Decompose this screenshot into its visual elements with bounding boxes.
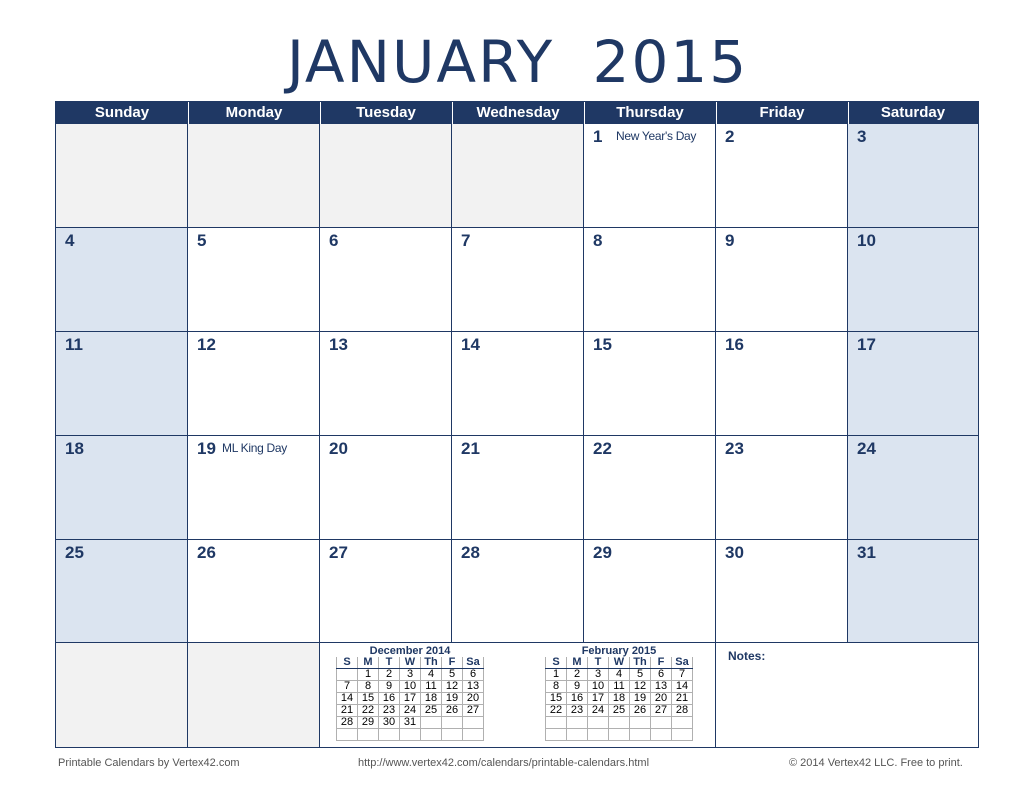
day-cell (848, 228, 978, 332)
day-cell (452, 436, 584, 540)
mini-day (630, 729, 651, 741)
day-number: 4 (65, 231, 75, 250)
day-number: 17 (857, 335, 876, 354)
day-number: 21 (461, 439, 480, 458)
mini-day (546, 729, 567, 741)
day-cell (584, 540, 716, 643)
day-cell (320, 332, 452, 436)
mini-day: 31 (400, 717, 421, 729)
day-number: 11 (65, 335, 83, 354)
mini-day: 19 (630, 693, 651, 705)
mini-day: 2 (379, 669, 400, 681)
mini-day: 11 (421, 681, 442, 693)
day-cell (716, 228, 848, 332)
mini-calendar-title: December 2014 (369, 645, 451, 657)
mini-day: 28 (672, 705, 693, 717)
weekday-sunday: Sunday (94, 104, 150, 121)
mini-day: 15 (358, 693, 379, 705)
mini-day: 21 (672, 693, 693, 705)
mini-day: 12 (442, 681, 463, 693)
mini-day (567, 729, 588, 741)
day-cell (716, 332, 848, 436)
day-number: 9 (725, 231, 735, 250)
day-cell (716, 540, 848, 643)
mini-day: 14 (337, 693, 358, 705)
mini-day: 2 (567, 669, 588, 681)
mini-day: 30 (379, 717, 400, 729)
mini-day: 23 (379, 705, 400, 717)
mini-calendar-february (545, 645, 693, 741)
mini-day: 5 (630, 669, 651, 681)
mini-day (358, 729, 379, 741)
mini-day: 5 (442, 669, 463, 681)
day-cell (584, 124, 716, 228)
mini-day: 11 (609, 681, 630, 693)
day-number: 10 (857, 231, 876, 250)
day-cell (584, 228, 716, 332)
weekday-friday: Friday (759, 104, 805, 121)
day-number: 31 (857, 543, 876, 562)
mini-day: 25 (421, 705, 442, 717)
day-number: 22 (593, 439, 612, 458)
mini-calendar-title: February 2015 (581, 645, 657, 657)
mini-day (442, 729, 463, 741)
day-cell (452, 540, 584, 643)
empty-day-cell (188, 124, 320, 228)
mini-day (546, 717, 567, 729)
mini-day: 17 (588, 693, 609, 705)
day-number: 7 (461, 231, 471, 250)
mini-day (337, 729, 358, 741)
holiday-label: New Year's Day (616, 129, 697, 143)
mini-day: 27 (651, 705, 672, 717)
day-cell (584, 436, 716, 540)
mini-day: 9 (567, 681, 588, 693)
day-cell (848, 332, 978, 436)
mini-day: 26 (442, 705, 463, 717)
mini-day: 12 (630, 681, 651, 693)
day-number: 12 (197, 335, 216, 354)
day-number: 13 (329, 335, 348, 354)
mini-day: 7 (672, 669, 693, 681)
calendar-grid (55, 101, 979, 748)
mini-day: 22 (358, 705, 379, 717)
mini-day: 16 (567, 693, 588, 705)
day-cell (848, 540, 978, 643)
day-cell (188, 228, 320, 332)
day-cell (452, 228, 584, 332)
day-cell (320, 540, 452, 643)
weekday-thursday: Thursday (616, 104, 684, 121)
mini-day: 17 (400, 693, 421, 705)
day-cell (56, 540, 188, 643)
mini-day: 6 (463, 669, 484, 681)
mini-day: 3 (400, 669, 421, 681)
mini-day: 18 (609, 693, 630, 705)
day-number: 27 (329, 543, 348, 562)
mini-weekday: F (442, 657, 463, 669)
header-divider (716, 102, 717, 124)
mini-day (463, 729, 484, 741)
empty-day-cell (188, 643, 320, 747)
mini-day (672, 717, 693, 729)
day-number: 25 (65, 543, 84, 562)
day-cell (56, 436, 188, 540)
mini-calendar-december (336, 645, 484, 741)
day-cell (848, 124, 978, 228)
day-number: 18 (65, 439, 84, 458)
mini-day: 16 (379, 693, 400, 705)
mini-weekday: T (379, 657, 400, 669)
mini-day: 21 (337, 705, 358, 717)
day-number: 16 (725, 335, 744, 354)
mini-day: 10 (400, 681, 421, 693)
mini-day: 8 (546, 681, 567, 693)
day-number: 2 (725, 127, 735, 146)
mini-day: 15 (546, 693, 567, 705)
footer-left: Printable Calendars by Vertex42.com (58, 757, 240, 769)
empty-day-cell (320, 124, 452, 228)
day-cell (188, 436, 320, 540)
day-number: 30 (725, 543, 744, 562)
mini-day: 22 (546, 705, 567, 717)
day-number: 20 (329, 439, 348, 458)
mini-weekday: F (651, 657, 672, 669)
day-cell (56, 228, 188, 332)
mini-day: 3 (588, 669, 609, 681)
day-number: 23 (725, 439, 744, 458)
mini-day (442, 717, 463, 729)
day-number: 15 (593, 335, 612, 354)
mini-weekday: Sa (672, 657, 693, 669)
mini-weekday: Th (421, 657, 442, 669)
day-cell (320, 436, 452, 540)
mini-day (379, 729, 400, 741)
day-cell (716, 436, 848, 540)
mini-day: 9 (379, 681, 400, 693)
mini-weekday: Sa (463, 657, 484, 669)
mini-weekday: M (358, 657, 379, 669)
mini-day: 24 (400, 705, 421, 717)
mini-day: 10 (588, 681, 609, 693)
mini-calendars-area (320, 643, 716, 747)
footer-copyright: © 2014 Vertex42 LLC. Free to print. (789, 757, 963, 769)
mini-day: 23 (567, 705, 588, 717)
mini-day (630, 717, 651, 729)
header-divider (188, 102, 189, 124)
mini-weekday: M (567, 657, 588, 669)
mini-day: 7 (337, 681, 358, 693)
day-cell (716, 124, 848, 228)
notes-box[interactable] (716, 643, 978, 747)
day-cell (584, 332, 716, 436)
mini-day: 13 (463, 681, 484, 693)
day-number: 24 (857, 439, 876, 458)
mini-weekday: S (337, 657, 358, 669)
mini-day (672, 729, 693, 741)
mini-day (651, 717, 672, 729)
mini-day: 1 (546, 669, 567, 681)
mini-day (609, 717, 630, 729)
mini-weekday: T (588, 657, 609, 669)
day-cell (188, 540, 320, 643)
day-cell (320, 228, 452, 332)
day-number: 6 (329, 231, 339, 250)
mini-day (400, 729, 421, 741)
day-cell (848, 436, 978, 540)
weekday-wednesday: Wednesday (476, 104, 560, 121)
day-number: 8 (593, 231, 603, 250)
mini-day: 29 (358, 717, 379, 729)
mini-day (609, 729, 630, 741)
mini-day (421, 729, 442, 741)
empty-day-cell (452, 124, 584, 228)
mini-day (651, 729, 672, 741)
header-divider (452, 102, 453, 124)
mini-day (337, 669, 358, 681)
mini-day (588, 729, 609, 741)
day-number: 5 (197, 231, 207, 250)
notes-label: Notes: (728, 649, 766, 663)
day-number: 3 (857, 127, 867, 146)
mini-day: 27 (463, 705, 484, 717)
mini-day: 8 (358, 681, 379, 693)
empty-day-cell (56, 643, 188, 747)
mini-day (421, 717, 442, 729)
day-cell (56, 332, 188, 436)
footer-url: http://www.vertex42.com/calendars/printable-calendars.html (358, 757, 650, 769)
mini-day: 25 (609, 705, 630, 717)
weekday-monday: Monday (225, 104, 283, 121)
header-divider (320, 102, 321, 124)
mini-day (588, 717, 609, 729)
mini-day: 20 (651, 693, 672, 705)
day-cell (452, 332, 584, 436)
mini-day: 13 (651, 681, 672, 693)
day-number: 26 (197, 543, 216, 562)
day-number: 19 (197, 439, 216, 458)
mini-weekday: W (400, 657, 421, 669)
mini-day: 24 (588, 705, 609, 717)
mini-day: 14 (672, 681, 693, 693)
mini-day: 6 (651, 669, 672, 681)
calendar-title: JANUARY 2015 (286, 28, 749, 96)
holiday-label: ML King Day (222, 441, 287, 455)
mini-day: 1 (358, 669, 379, 681)
mini-weekday: S (546, 657, 567, 669)
mini-day: 4 (609, 669, 630, 681)
day-number: 1 (593, 127, 603, 146)
empty-day-cell (56, 124, 188, 228)
day-cell (188, 332, 320, 436)
mini-day (567, 717, 588, 729)
mini-day: 4 (421, 669, 442, 681)
mini-day: 19 (442, 693, 463, 705)
mini-weekday: Th (630, 657, 651, 669)
mini-day: 28 (337, 717, 358, 729)
day-number: 28 (461, 543, 480, 562)
mini-day: 20 (463, 693, 484, 705)
mini-day: 26 (630, 705, 651, 717)
weekday-tuesday: Tuesday (356, 104, 416, 121)
weekday-saturday: Saturday (880, 104, 946, 121)
mini-day (463, 717, 484, 729)
header-divider (584, 102, 585, 124)
mini-weekday: W (609, 657, 630, 669)
day-number: 29 (593, 543, 612, 562)
mini-day: 18 (421, 693, 442, 705)
day-number: 14 (461, 335, 480, 354)
weekday-header (56, 102, 978, 124)
header-divider (848, 102, 849, 124)
